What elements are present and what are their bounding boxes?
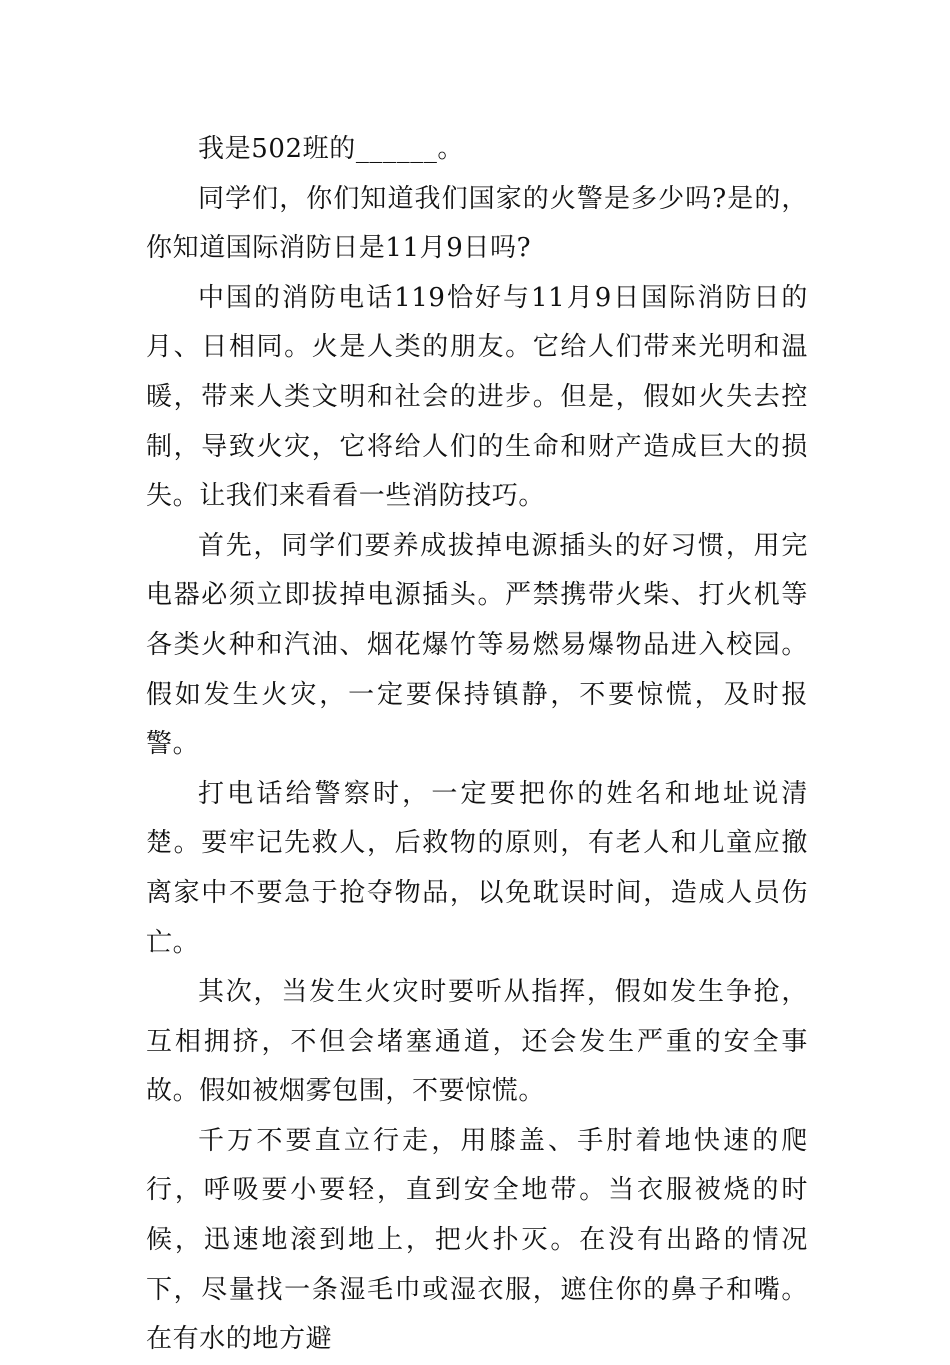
- paragraph-question: 同学们，你们知道我们国家的火警是多少吗?是的，你知道国际消防日是11月9日吗?: [146, 183, 808, 264]
- paragraph-intro: 我是502班的______。: [198, 134, 465, 164]
- paragraph-second: 其次，当发生火灾时要听从指挥，假如发生争抢，互相拥挤，不但会堵塞通道，还会发生严重的安全事故。假如被烟雾包围，不要惊慌。: [146, 977, 808, 1107]
- paragraph-first: 首先，同学们要养成拔掉电源插头的好习惯，用完电器必须立即拔掉电源插头。严禁携带火柴、打火机等各类火种和汽油、烟花爆竹等易燃易爆物品进入校园。假如发生火灾，一定要保持镇静，不要惊慌，及时报警。: [146, 530, 808, 760]
- paragraph-fire-day: 中国的消防电话119恰好与11月9日国际消防日的月、日相同。火是人类的朋友。它给人们带来光明和温暖，带来人类文明和社会的进步。但是，假如火失去控制，导致火灾，它将给人们的生命和财产造成巨大的损失。让我们来看看一些消防技巧。: [146, 282, 808, 512]
- document-body: [146, 125, 808, 1365]
- paragraph-call-police: 打电话给警察时，一定要把你的姓名和地址说清楚。要牢记先救人，后救物的原则，有老人和儿童应撤离家中不要急于抢夺物品，以免耽误时间，造成人员伤亡。: [146, 778, 808, 958]
- paragraph-escape: 千万不要直立行走，用膝盖、手肘着地快速的爬行，呼吸要小要轻，直到安全地带。当衣服被烧的时候，迅速地滚到地上，把火扑灭。在没有出路的情况下，尽量找一条湿毛巾或湿衣服，遮住你的鼻子和嘴。在有水的地方避: [146, 1125, 808, 1355]
